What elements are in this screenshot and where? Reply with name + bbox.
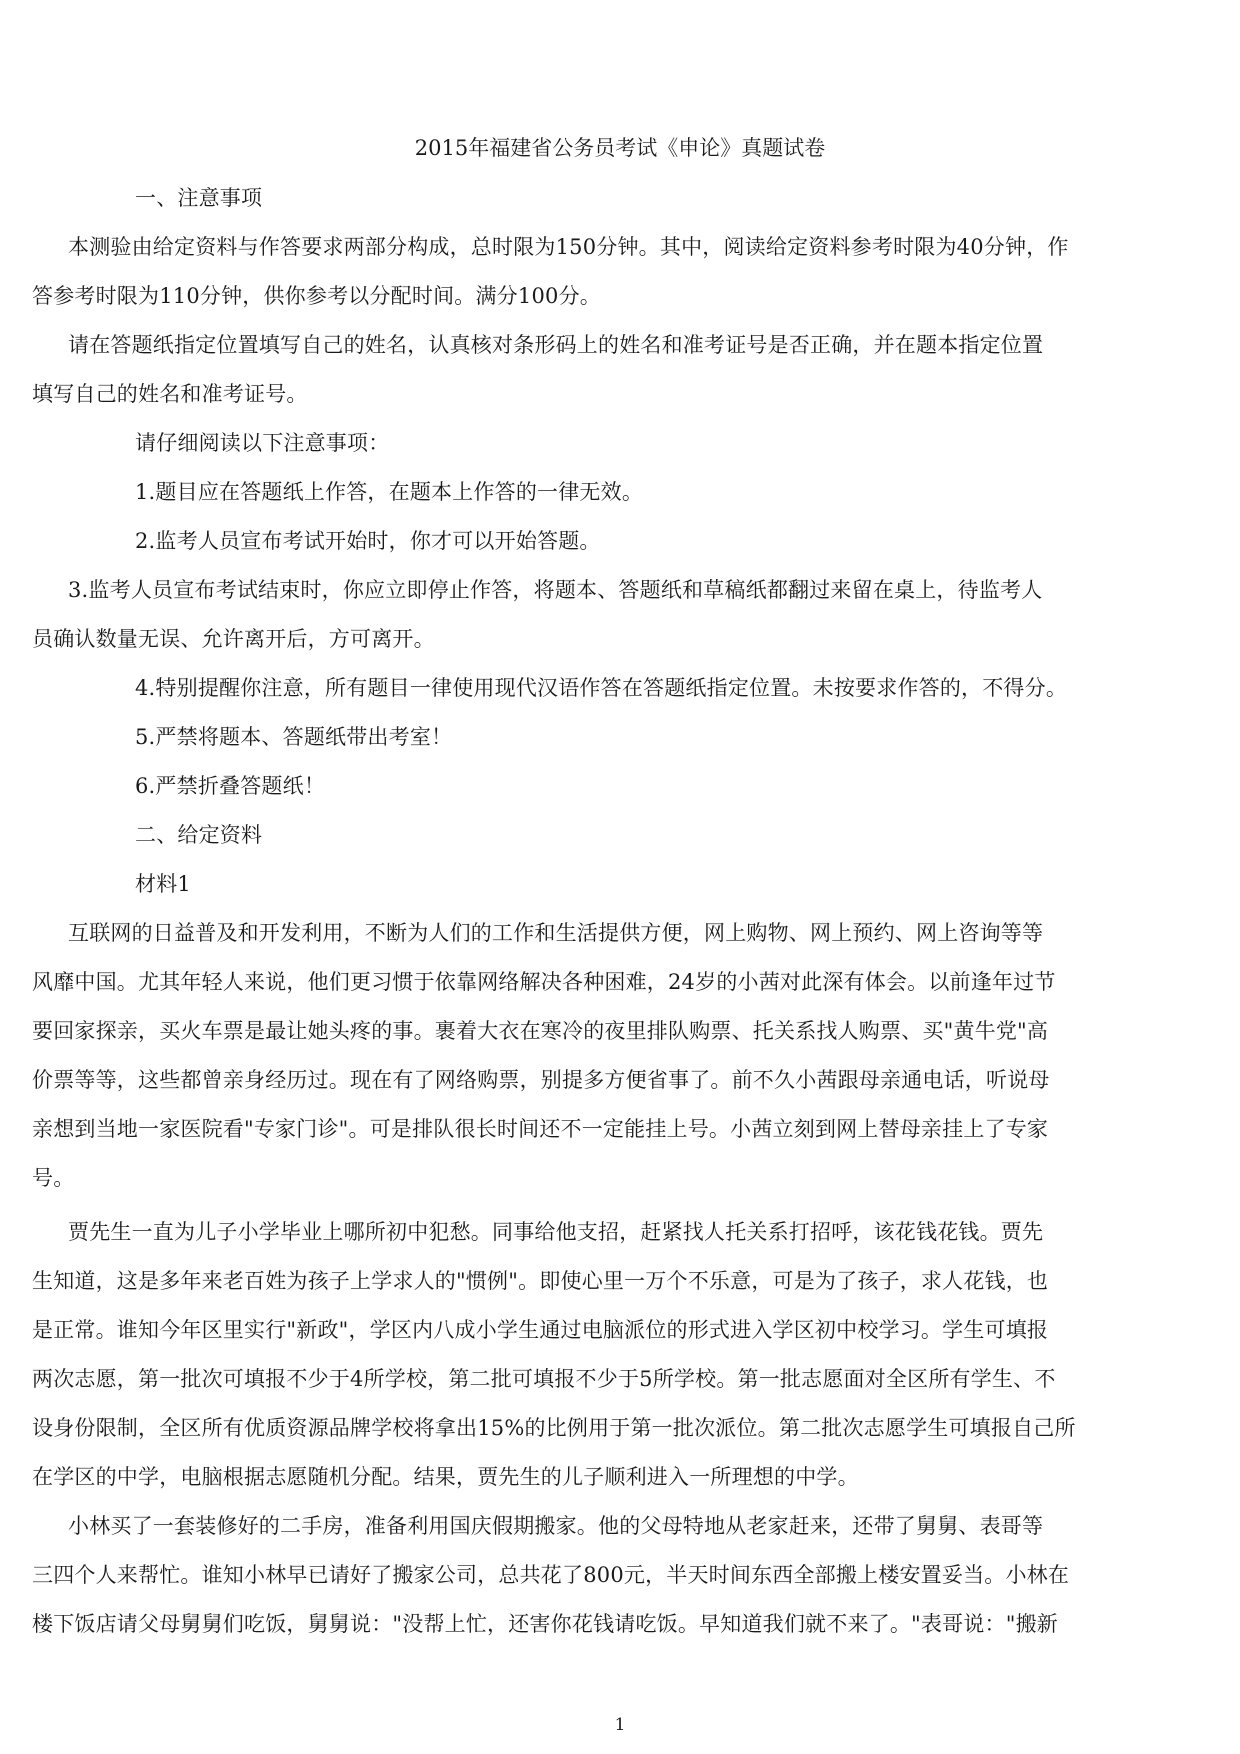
notice-item: 2.监考人员宣布考试开始时，你才可以开始答题。 (135, 529, 601, 553)
paragraph-line: 请在答题纸指定位置填写自己的姓名，认真核对条形码上的姓名和准考证号是否正确，并在题本指定位置 (68, 333, 1044, 357)
paragraph-line: 是正常。谁知今年区里实行"新政"，学区内八成小学生通过电脑派位的形式进入学区初中校学习。学生可填报 (32, 1318, 1049, 1342)
paragraph-line: 要回家探亲，买火车票是最让她头疼的事。裹着大衣在寒冷的夜里排队购票、托关系找人购票、买"黄牛党"高 (32, 1019, 1049, 1043)
paragraph-line: 亲想到当地一家医院看"专家门诊"。可是排队很长时间还不一定能挂上号。小茜立刻到网上替母亲挂上了专家 (32, 1117, 1049, 1141)
paragraph-line: 在学区的中学，电脑根据志愿随机分配。结果，贾先生的儿子顺利进入一所理想的中学。 (32, 1465, 859, 1489)
paragraph-line: 设身份限制，全区所有优质资源品牌学校将拿出15%的比例用于第一批次派位。第二批次志愿学生可填报自己所 (32, 1416, 1076, 1440)
paragraph-line: 生知道，这是多年来老百姓为孩子上学求人的"惯例"。即使心里一万个不乐意，可是为了孩子，求人花钱，也 (32, 1269, 1049, 1293)
notice-item: 员确认数量无误、允许离开后，方可离开。 (32, 627, 435, 651)
notice-item: 6.严禁折叠答题纸！ (135, 774, 326, 798)
paragraph-line: 请仔细阅读以下注意事项： (135, 431, 390, 455)
paragraph-line: 号。 (32, 1166, 75, 1190)
paragraph-line: 楼下饭店请父母舅舅们吃饭，舅舅说："没帮上忙，还害你花钱请吃饭。早知道我们就不来了。"表哥说："搬新 (32, 1612, 1058, 1636)
notice-item: 5.严禁将题本、答题纸带出考室！ (135, 725, 453, 749)
section-heading-materials: 二、给定资料 (135, 823, 263, 847)
paragraph-line: 贾先生一直为儿子小学毕业上哪所初中犯愁。同事给他支招，赶紧找人托关系打招呼，该花钱花钱。贾先 (68, 1220, 1044, 1244)
notice-item: 1.题目应在答题纸上作答，在题本上作答的一律无效。 (135, 480, 644, 504)
page-number: 1 (614, 1715, 626, 1735)
section-heading-notes: 一、注意事项 (135, 186, 263, 210)
material-heading: 材料1 (135, 872, 191, 896)
paragraph-line: 答参考时限为110分钟，供你参考以分配时间。满分100分。 (32, 284, 601, 308)
paragraph-line: 三四个人来帮忙。谁知小林早已请好了搬家公司，总共花了800元，半天时间东西全部搬上楼安置妥当。小林在 (32, 1563, 1070, 1587)
paragraph-line: 填写自己的姓名和准考证号。 (32, 382, 308, 406)
paragraph-line: 互联网的日益普及和开发利用，不断为人们的工作和生活提供方便，网上购物、网上预约、网上咨询等等 (68, 921, 1044, 945)
paragraph-line: 价票等等，这些都曾亲身经历过。现在有了网络购票，别提多方便省事了。前不久小茜跟母亲通电话，听说母 (32, 1068, 1050, 1092)
document-title: 2015年福建省公务员考试《申论》真题试卷 (414, 136, 826, 160)
paragraph-line: 风靡中国。尤其年轻人来说，他们更习惯于依靠网络解决各种困难，24岁的小茜对此深有体会。以前逢年过节 (32, 970, 1056, 994)
notice-item: 3.监考人员宣布考试结束时，你应立即停止作答，将题本、答题纸和草稿纸都翻过来留在桌上，待监考人 (68, 578, 1043, 602)
paragraph-line: 两次志愿，第一批次可填报不少于4所学校，第二批可填报不少于5所学校。第一批志愿面对全区所有学生、不 (32, 1367, 1056, 1391)
paragraph-line: 小林买了一套装修好的二手房，准备利用国庆假期搬家。他的父母特地从老家赶来，还带了舅舅、表哥等 (68, 1514, 1044, 1538)
notice-item: 4.特别提醒你注意，所有题目一律使用现代汉语作答在答题纸指定位置。未按要求作答的，不得分。 (135, 676, 1068, 700)
paragraph-line: 本测验由给定资料与作答要求两部分构成，总时限为150分钟。其中，阅读给定资料参考时限为40分钟，作 (68, 235, 1069, 259)
